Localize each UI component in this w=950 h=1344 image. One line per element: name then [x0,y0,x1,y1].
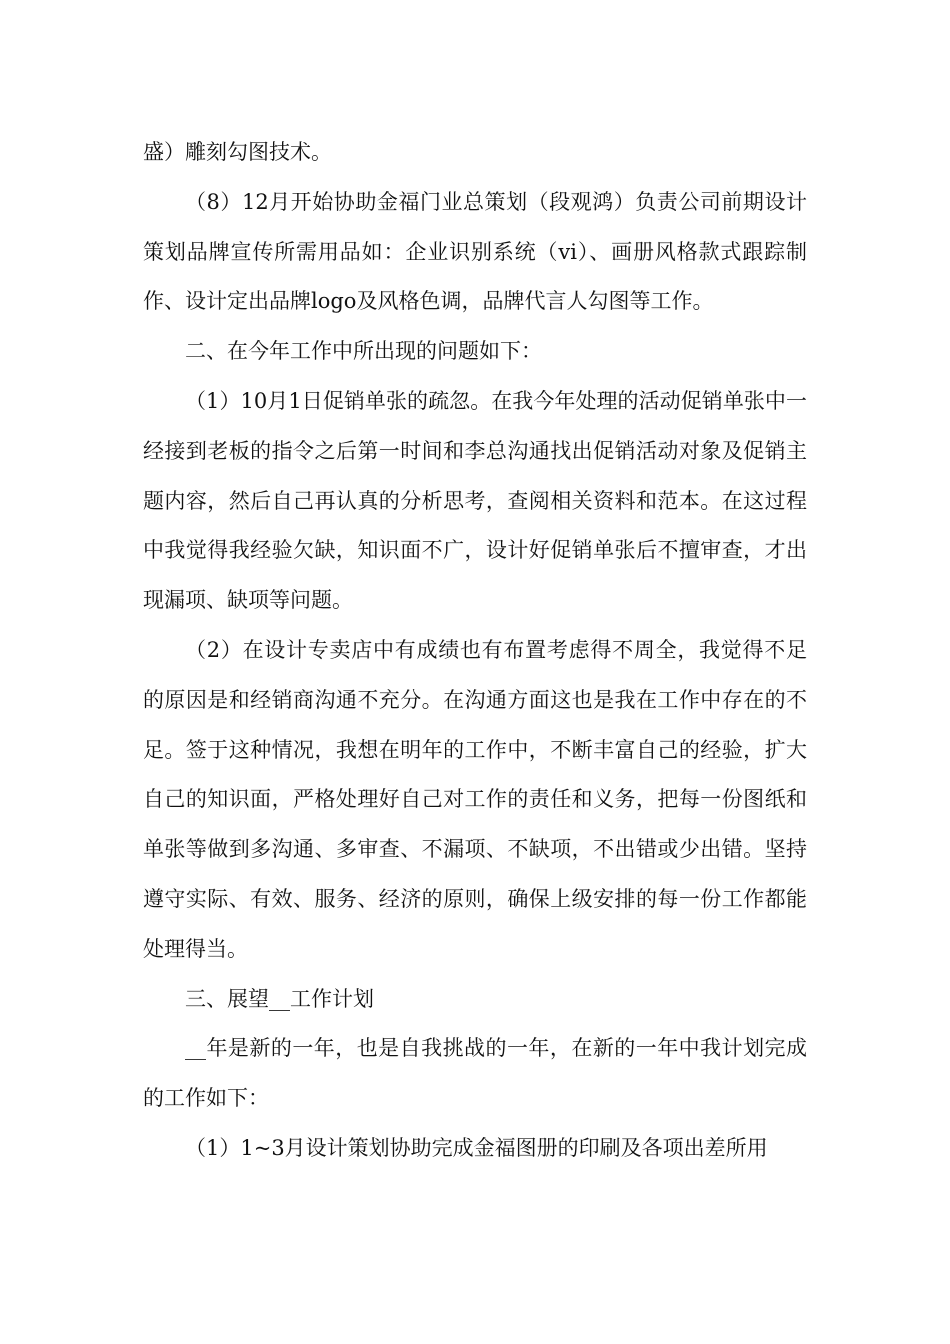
section-heading-plan: 三、展望__工作计划 [185,986,374,1011]
paragraph-continuation: 盛）雕刻勾图技术。 [143,140,332,164]
paragraph-item-8: （8）12月开始协助金福门业总策划（段观鸿）负责公司前期设计策划品牌宣传所需用品如：企业识别系统（vi）、画册风格款式跟踪制作、设计定出品牌logo及风格色调，品牌代言人勾图等工作。 [143,189,807,314]
paragraph-plan-1: （1）1~3月设计策划协助完成金福图册的印刷及各项出差所用 [185,1135,768,1160]
section-heading-problems: 二、在今年工作中所出现的问题如下： [185,339,542,364]
paragraph-problem-1: （1）10月1日促销单张的疏忽。在我今年处理的活动促销单张中一经接到老板的指令之后第一时间和李总沟通找出促销活动对象及促销主题内容，然后自己再认真的分析思考，查阅相关资料和范本。在这过程中我觉得我经验欠缺，知识面不广，设计好促销单张后不擅审查，才出现漏项、缺项等问题。 [143,388,807,613]
paragraph-problem-2: （2）在设计专卖店中有成绩也有布置考虑得不周全，我觉得不足的原因是和经销商沟通不充分。在沟通方面这也是我在工作中存在的不足。签于这种情况，我想在明年的工作中，不断丰富自己的经验，扩大自己的知识面，严格处理好自己对工作的责任和义务，把每一份图纸和单张等做到多沟通、多审查、不漏项、不缺项，不出错或少出错。坚持遵守实际、有效、服务、经济的原则，确保上级安排的每一份工作都能处理得当。 [143,637,807,961]
paragraph-plan-intro: __年是新的一年，也是自我挑战的一年，在新的一年中我计划完成的工作如下： [143,1036,807,1111]
document-body [143,128,807,1174]
